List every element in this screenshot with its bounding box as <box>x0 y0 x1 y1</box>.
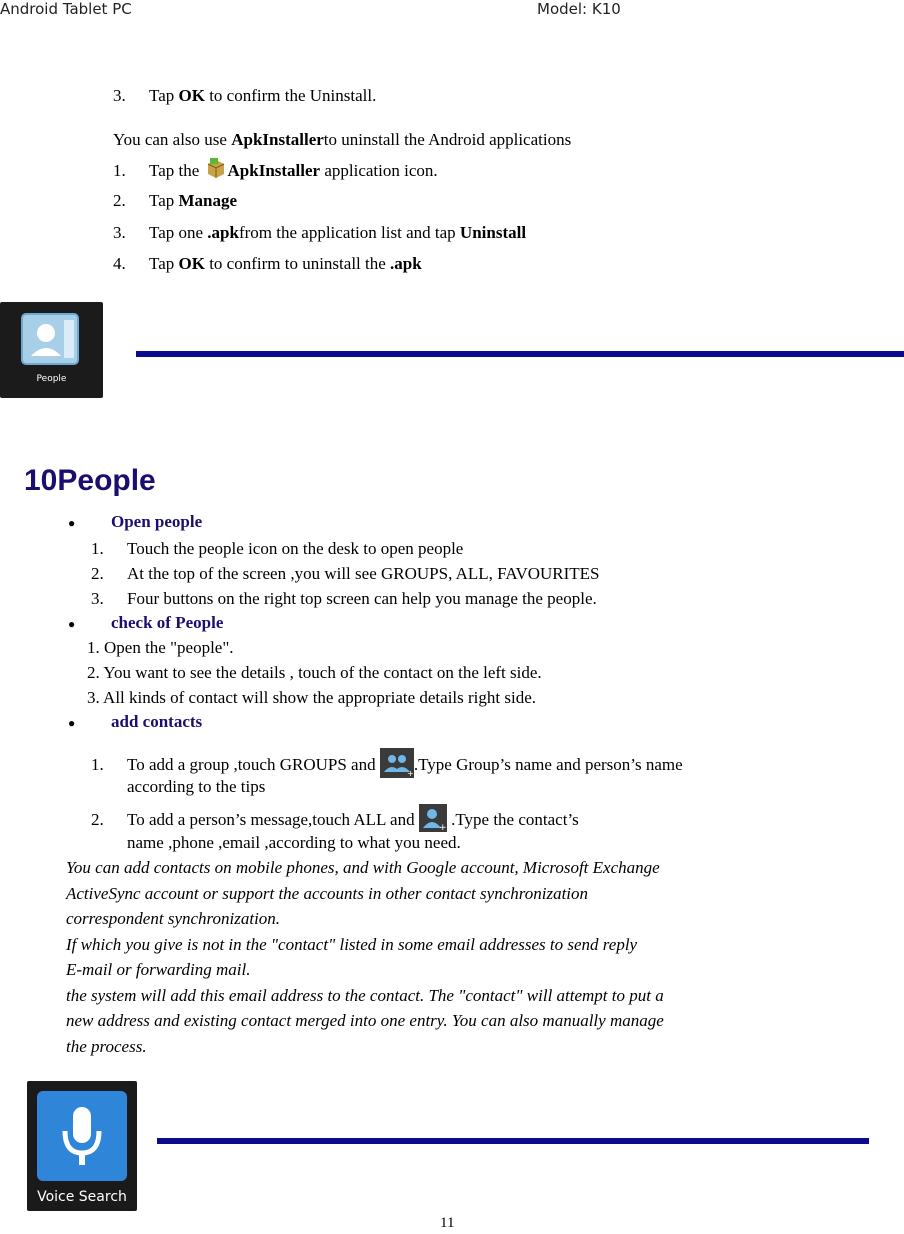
apk-step-4: 4. Tap OK to confirm to uninstall the .apk <box>113 254 422 273</box>
check-people-item-3: 3. All kinds of contact will show the appropriate details right side. <box>87 688 536 707</box>
people-icon-label: People <box>36 374 67 384</box>
svg-text:+: + <box>438 823 447 832</box>
italic-para-line-5: E-mail or forwarding mail. <box>66 960 251 979</box>
section-title: 10People <box>24 464 156 497</box>
open-people-item-3: 3. Four buttons on the right top screen can help you manage the people. <box>91 589 597 608</box>
people-app-icon <box>0 302 103 398</box>
italic-para-line-1: You can add contacts on mobile phones, and with Google account, Microsoft Exchange <box>66 858 660 877</box>
apkinstaller-icon <box>204 158 228 186</box>
step-3-confirm: 3. Tap OK to confirm the Uninstall. <box>113 86 377 105</box>
italic-para-line-6: the system will add this email address to the contact. The "contact" will attempt to put a <box>66 986 664 1005</box>
check-people-heading: check of People <box>111 613 224 632</box>
header-right: Model: K10 <box>537 0 621 18</box>
divider-rule-top <box>136 351 904 357</box>
italic-para-line-2: ActiveSync account or support the accounts in other contact synchronization <box>66 884 589 903</box>
open-people-heading: Open people <box>111 512 203 531</box>
apk-step-3: 3. Tap one .apkfrom the application list and tap Uninstall <box>113 223 527 242</box>
italic-para-line-8: the process. <box>66 1037 147 1056</box>
apk-step-2: 2. Tap Manage <box>113 191 238 210</box>
apkinstaller-intro: You can also use ApkInstallerto uninstall the Android applications <box>113 130 572 149</box>
page-number: 11 <box>440 1215 455 1231</box>
groups-icon <box>380 748 414 784</box>
check-people-item-2: 2. You want to see the details , touch of the contact on the left side. <box>87 663 542 682</box>
italic-para-line-3: correspondent synchronization. <box>66 909 281 928</box>
add-contacts-item-1: 1. To add a group ,touch GROUPS and + .Type Group’s name and person’s name <box>91 748 683 784</box>
check-people-item-1: 1. Open the "people". <box>87 638 234 657</box>
open-people-item-1: 1. Touch the people icon on the desk to open people <box>91 539 464 558</box>
divider-rule-bottom <box>157 1138 869 1144</box>
italic-para-line-4: If which you give is not in the "contact" listed in some email addresses to send reply <box>66 935 638 954</box>
voice-search-app-icon <box>27 1081 137 1211</box>
italic-para-line-7: new address and existing contact merged into one entry. You can also manually manage <box>66 1011 664 1030</box>
add-contacts-item-2-cont: name ,phone ,email ,according to what you need. <box>127 833 461 852</box>
bullet-icon: ● <box>68 516 76 530</box>
apk-step-1: 1. Tap the ApkInstaller application icon. <box>113 158 438 186</box>
bullet-icon: ● <box>68 716 76 730</box>
header-left: Android Tablet PC <box>0 0 132 18</box>
add-contacts-heading: add contacts <box>111 712 203 731</box>
add-contacts-item-1-cont: according to the tips <box>127 777 266 796</box>
svg-text:+: + <box>406 769 414 778</box>
open-people-item-2: 2. At the top of the screen ,you will see GROUPS, ALL, FAVOURITES <box>91 564 600 583</box>
voice-search-label: Voice Search <box>37 1189 127 1205</box>
bullet-icon: ● <box>68 617 76 631</box>
add-contacts-item-2: 2. To add a person’s message,touch ALL and + .Type the contact’s <box>91 804 579 838</box>
